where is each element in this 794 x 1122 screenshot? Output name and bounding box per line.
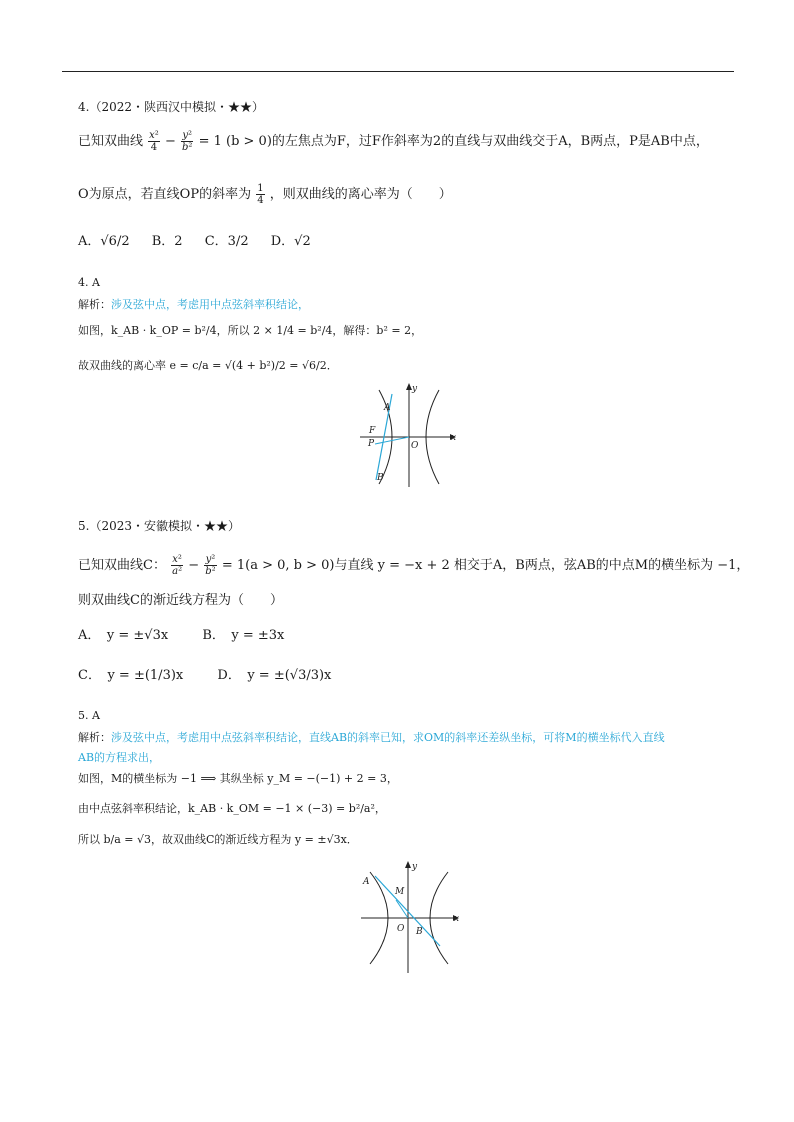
problem-4-stem-line1: 已知双曲线 $\frac{\text{x²}}{4}$ − $\frac{\text{y²}}{\text{b²}}$ = 1 (b > 0)的左焦点为F，过F作斜率为2的直线与双曲线交于A，B两点，P是AB中点， [78,130,709,153]
option-b[interactable]: B．2 [151,234,183,249]
analysis-5-line1: 如图，M的横坐标为 −1 ⟹ 其纵坐标 y_M = −(−1) + 2 = 3， [78,772,398,785]
problem-5-header: 5.（2023・安徽模拟・★★） [78,519,240,533]
problem-5-stem-line2: 则双曲线C的渐近线方程为（ ） [78,593,283,608]
option-c-5[interactable]: C． y = ±(1/3)x [78,668,184,683]
frac-y2-b2: $\frac{\text{y²}}{\text{b²}}$ [182,130,193,153]
option-d[interactable]: D．√2 [270,234,311,249]
fig5-label-y: y [412,862,418,872]
analysis-5-line3: 所以 b/a = √3，故双曲线C的渐近线方程为 y = ±√3x． [78,833,358,846]
analysis-4-line2: 故双曲线的离心率 e = c/a = √(4 + b²)/2 = √6/2． [78,359,338,372]
fig4-label-f: F [369,426,376,436]
problem-4-options [78,230,311,249]
problem-4-header: 4.（2022・陕西汉中模拟・★★） [78,100,264,114]
problem-5-stem-line1: 已知双曲线C： $\frac{\text{x²}}{\text{a²}}$ − $\frac{\text{y²}}{\text{b²}}$ = 1(a > 0, b > 0)与直线 y = −x + 2 相交于A，B两点，弦AB的中点M的横坐标为 −1， [78,554,750,577]
frac-x2-a2: $\frac{\text{x²}}{\text{a²}}$ [172,554,183,577]
figure-5-hyperbola [358,860,468,976]
fig5-label-a: A [363,877,370,887]
fig4-label-p: P [368,439,375,449]
problem-5-options-row1 [78,624,284,643]
answer-5: 5. A [78,709,100,722]
problem-5-options-row2 [78,664,331,683]
analysis-4-line1: 如图，k_AB · k_OP = b²/4，所以 2 × 1/4 = b²/4，解得：b² = 2， [78,324,423,337]
fig5-y-arrow [405,861,411,868]
fig5-label-m: M [395,887,405,897]
fig4-label-b: B [377,473,384,483]
fig4-label-o: O [411,441,419,451]
analysis-5-intro: 解析：涉及弦中点，考虑用中点弦斜率积结论，直线AB的斜率已知，求OM的斜率还差纵坐标，可将M的横坐标代入直线 [78,731,665,744]
option-d-5[interactable]: D． y = ±(√3/3)x [217,668,332,683]
analysis-4-intro: 解析：涉及弦中点，考虑用中点弦斜率积结论， [78,298,309,311]
problem-4-stem-line2: O为原点，若直线OP的斜率为 $\frac{1}{4}$ ，则双曲线的离心率为（ ） [78,183,452,206]
fig5-label-x: x [454,914,460,924]
fig5-label-b: B [416,927,423,937]
fig4-label-x: x [451,433,457,443]
analysis-5-intro-cont: AB的方程求出， [78,751,161,764]
frac-x2-4: $\frac{\text{x²}}{4}$ [149,130,159,153]
option-a[interactable]: A．√6/2 [78,234,130,249]
top-rule [62,71,734,72]
frac-1-4: $\frac{1}{4}$ [257,183,264,206]
option-b-5[interactable]: B． y = ±3x [202,628,285,643]
figure-4-hyperbola [355,382,465,490]
analysis-5-line2: 由中点弦斜率积结论，k_AB · k_OM = −1 × (−3) = b²/a²， [78,802,386,815]
fig5-label-o: O [397,924,405,934]
option-c[interactable]: C．3/2 [204,234,249,249]
fig4-label-y: y [412,384,418,394]
frac-y2-b2-5: $\frac{\text{y²}}{\text{b²}}$ [205,554,216,577]
fig4-label-a: A [384,403,391,413]
option-a-5[interactable]: A． y = ±√3x [78,628,169,643]
answer-4: 4. A [78,276,100,289]
